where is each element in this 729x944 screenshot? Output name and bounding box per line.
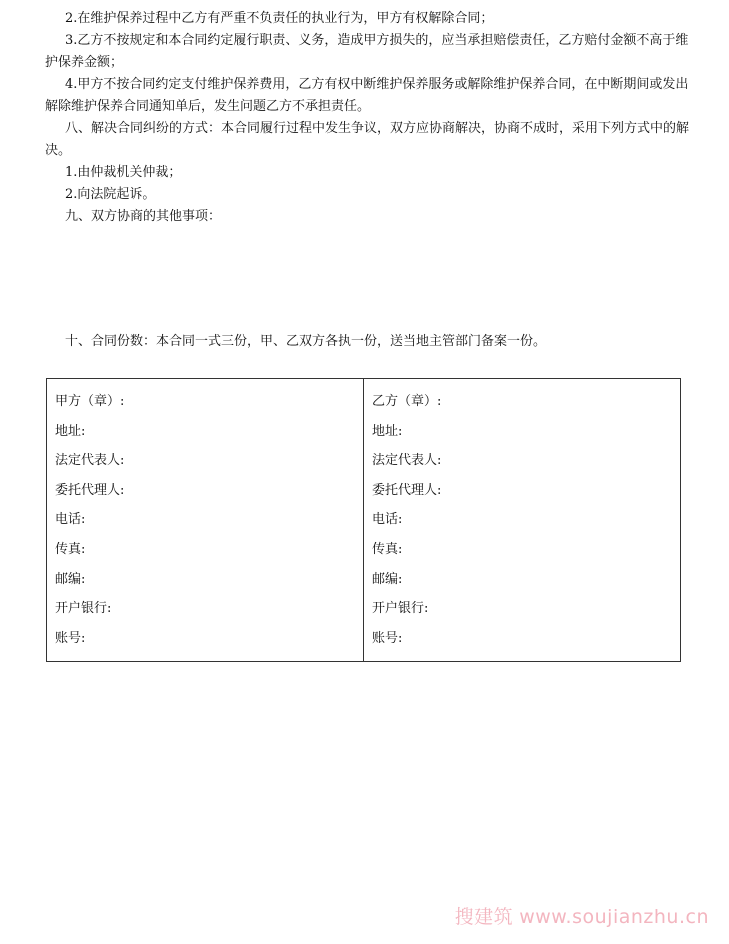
party-b-legal-rep: 法定代表人: (372, 453, 442, 469)
clause-9: 九、双方协商的其他事项： (65, 209, 222, 224)
party-b-cell (364, 379, 681, 662)
parties-signature-table (46, 378, 681, 662)
clause-7-4: 4.甲方不按合同约定支付维护保养费用，乙方有权中断维护保养服务或解除维护保养合同，在中断期间或发出解除维护保养合同通知单后，发生问题乙方不承担责任。 (45, 77, 689, 114)
watermark-brand: 搜建筑 (454, 906, 514, 928)
clause-7-3: 3.乙方不按规定和本合同约定履行职责、义务，造成甲方损失的，应当承担赔偿责任，乙方赔付金额不高于维护保养金额； (45, 33, 689, 70)
party-b-fax: 传真: (372, 541, 403, 557)
watermark-url: www.soujianzhu.cn (519, 906, 709, 928)
party-a-title: 甲方（章）: (55, 394, 125, 409)
party-a-account: 账号: (55, 630, 86, 646)
clause-8-1: 1.由仲裁机关仲裁； (65, 165, 182, 180)
party-a-address: 地址: (55, 423, 86, 439)
clause-10: 十、合同份数：本合同一式三份，甲、乙双方各执一份，送当地主管部门备案一份。 (65, 334, 547, 349)
party-a-agent: 委托代理人: (55, 482, 125, 498)
party-b-bank: 开户银行: (372, 601, 429, 617)
party-b-title: 乙方（章）: (372, 394, 442, 409)
party-b-postcode: 邮编: (372, 571, 403, 587)
party-b-agent: 委托代理人: (372, 482, 442, 498)
party-b-address: 地址: (372, 423, 403, 439)
party-a-phone: 电话: (55, 512, 86, 528)
party-b-phone: 电话: (372, 512, 403, 528)
party-a-bank: 开户银行: (55, 601, 112, 617)
party-a-cell (47, 379, 364, 662)
party-a-fax: 传真: (55, 541, 86, 557)
watermark (455, 902, 709, 929)
party-a-postcode: 邮编: (55, 571, 86, 587)
clause-7-2: 2.在维护保养过程中乙方有严重不负责任的执业行为，甲方有权解除合同； (65, 11, 494, 26)
clause-8-2: 2.向法院起诉。 (65, 187, 156, 202)
clause-8: 八、解决合同纠纷的方式：本合同履行过程中发生争议，双方应协商解决，协商不成时，采用下列方式中的解决。 (45, 121, 690, 158)
party-b-account: 账号: (372, 630, 403, 646)
party-a-legal-rep: 法定代表人: (55, 453, 125, 469)
